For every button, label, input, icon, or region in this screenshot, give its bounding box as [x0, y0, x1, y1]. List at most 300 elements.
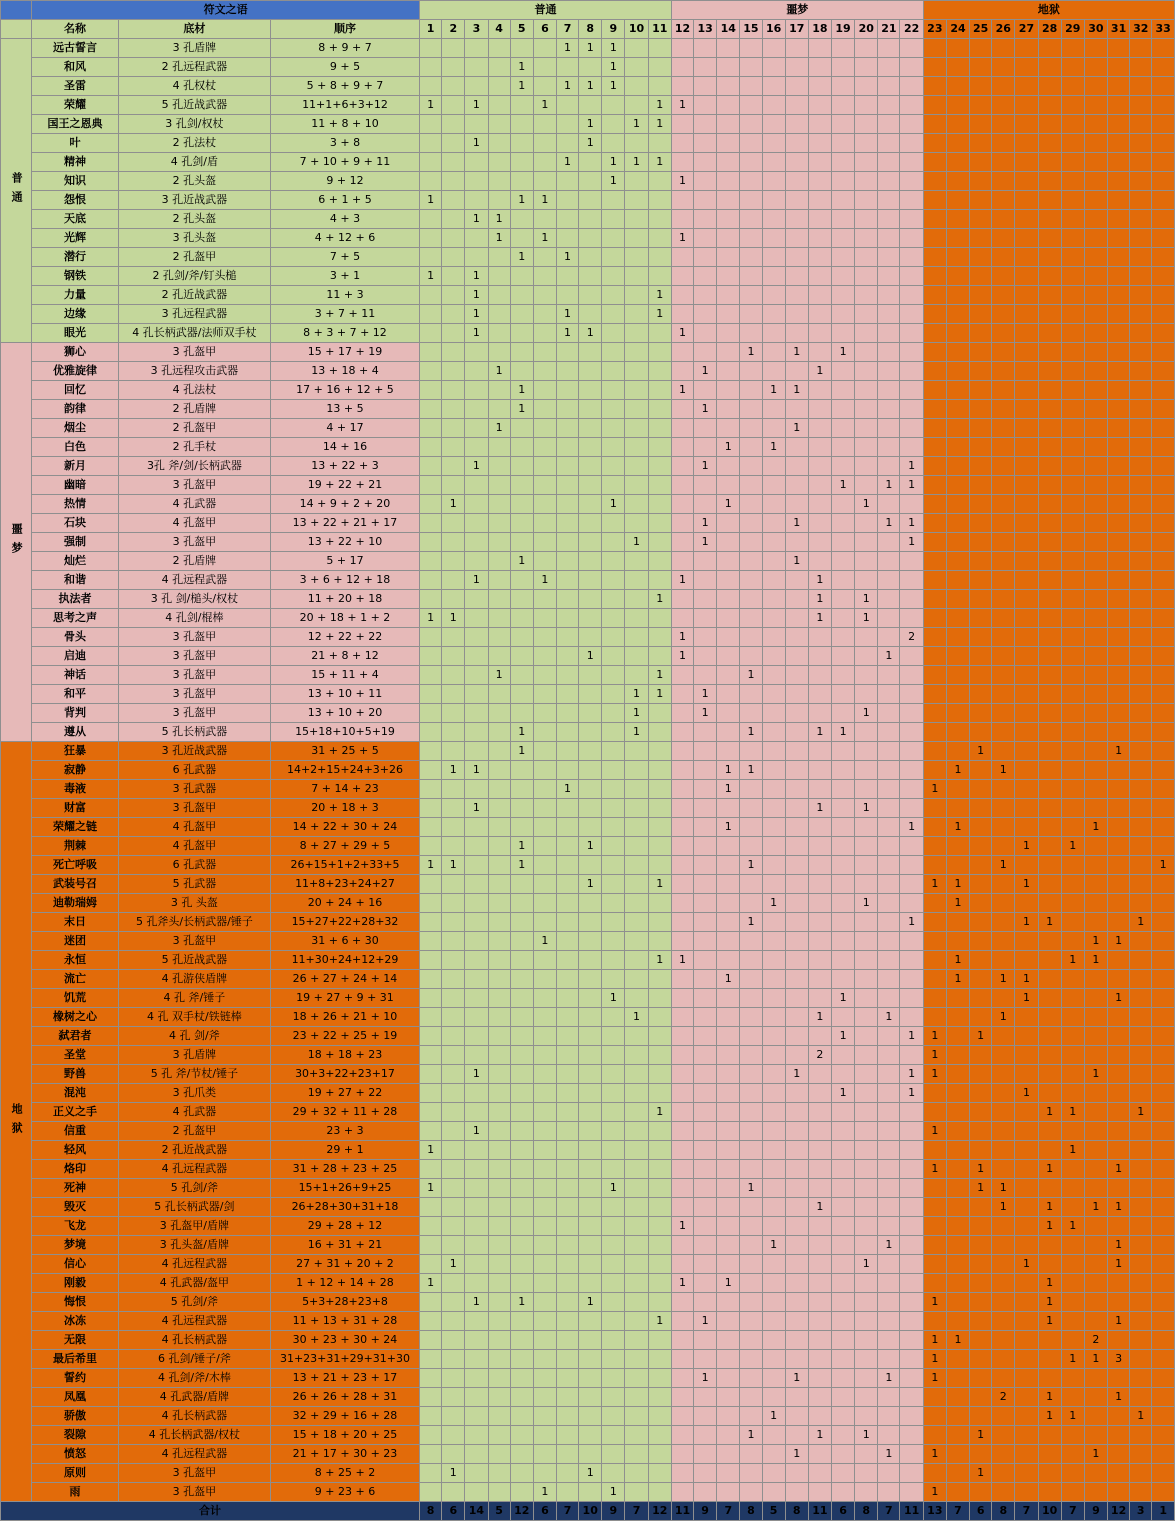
- rune-count-cell: 1: [671, 229, 693, 248]
- runeword-order: 20 + 18 + 3: [270, 799, 419, 818]
- rune-count-cell: [648, 58, 671, 77]
- rune-count-cell: [533, 1046, 556, 1065]
- rune-count-cell: [465, 1160, 488, 1179]
- rune-count-cell: [1015, 1426, 1038, 1445]
- rune-count-cell: [923, 647, 946, 666]
- rune-count-cell: [900, 1293, 923, 1312]
- rune-count-cell: [420, 1312, 442, 1331]
- rune-count-cell: 1: [625, 533, 648, 552]
- rune-count-cell: [1038, 1369, 1061, 1388]
- rune-count-cell: [579, 58, 602, 77]
- rune-count-cell: [740, 134, 762, 153]
- rune-count-cell: [878, 1483, 900, 1502]
- rune-count-cell: [762, 571, 785, 590]
- rune-count-cell: [1130, 343, 1152, 362]
- rune-count-cell: [602, 1027, 625, 1046]
- rune-count-cell: [855, 343, 878, 362]
- rune-count-cell: [510, 1179, 533, 1198]
- rune-count-cell: [1061, 666, 1084, 685]
- tier-label: 地狱: [1, 742, 32, 1502]
- rune-count-cell: [923, 666, 946, 685]
- table-row: [1, 1293, 1175, 1312]
- runeword-base: 6 孔剑/锤子/斧: [118, 1350, 270, 1369]
- rune-count-cell: [442, 1369, 465, 1388]
- rune-count-cell: [488, 96, 510, 115]
- rune-count-cell: 1: [510, 58, 533, 77]
- rune-count-cell: [762, 780, 785, 799]
- rune-count-cell: [510, 989, 533, 1008]
- rune-count-cell: [1108, 780, 1130, 799]
- rune-count-cell: [855, 286, 878, 305]
- rune-count-cell: [717, 172, 740, 191]
- rune-count-cell: [420, 1198, 442, 1217]
- rune-count-cell: [992, 381, 1015, 400]
- rune-count-cell: [1061, 39, 1084, 58]
- runeword-order: 18 + 18 + 23: [270, 1046, 419, 1065]
- rune-count-cell: [923, 39, 946, 58]
- rune-count-cell: [533, 153, 556, 172]
- runeword-base: 3 孔武器: [118, 780, 270, 799]
- rune-count-cell: [510, 495, 533, 514]
- rune-count-cell: [1108, 172, 1130, 191]
- rune-count-cell: [510, 894, 533, 913]
- rune-count-cell: [831, 590, 854, 609]
- rune-count-cell: [694, 438, 717, 457]
- rune-count-cell: [808, 856, 831, 875]
- table-row: [1, 1217, 1175, 1236]
- rune-count-cell: [946, 590, 969, 609]
- rune-count-cell: [923, 628, 946, 647]
- rune-count-cell: [579, 438, 602, 457]
- rune-count-cell: [970, 647, 992, 666]
- rune-count-cell: 1: [1061, 1217, 1084, 1236]
- rune-count-cell: [1084, 400, 1107, 419]
- rune-count-cell: [946, 1046, 969, 1065]
- rune-count-cell: [625, 1274, 648, 1293]
- rune-count-cell: [900, 1312, 923, 1331]
- rune-count-cell: [923, 400, 946, 419]
- rune-count-cell: [855, 533, 878, 552]
- runeword-name: 背判: [32, 704, 119, 723]
- rune-count-cell: [533, 1122, 556, 1141]
- rune-count-cell: [694, 1464, 717, 1483]
- rune-count-cell: [831, 932, 854, 951]
- rune-count-cell: [740, 77, 762, 96]
- rune-count-cell: [717, 1407, 740, 1426]
- runeword-base: 3 孔盔甲: [118, 1483, 270, 1502]
- rune-count-cell: [1108, 856, 1130, 875]
- rune-count-cell: [694, 1160, 717, 1179]
- table-row: [1, 1407, 1175, 1426]
- rune-count-cell: [556, 172, 578, 191]
- rune-count-cell: [420, 742, 442, 761]
- rune-count-cell: 1: [878, 514, 900, 533]
- rune-count-cell: [855, 476, 878, 495]
- rune-count-cell: [694, 1426, 717, 1445]
- rune-count-cell: [740, 1407, 762, 1426]
- rune-count-cell: [900, 400, 923, 419]
- rune-count-cell: [1130, 666, 1152, 685]
- rune-count-cell: 1: [923, 1331, 946, 1350]
- rune-count-cell: 1: [671, 628, 693, 647]
- rune-count-cell: [1061, 1179, 1084, 1198]
- rune-count-cell: [855, 400, 878, 419]
- rune-count-cell: [1038, 1141, 1061, 1160]
- rune-count-cell: [488, 1426, 510, 1445]
- rune-count-cell: [420, 1388, 442, 1407]
- table-row: [1, 780, 1175, 799]
- rune-count-cell: [970, 514, 992, 533]
- rune-count-cell: [556, 609, 578, 628]
- rune-count-cell: [442, 39, 465, 58]
- rune-count-cell: [510, 210, 533, 229]
- rune-count-cell: [992, 685, 1015, 704]
- runeword-base: 4 孔长柄武器/法师双手杖: [118, 324, 270, 343]
- rune-count-cell: [579, 704, 602, 723]
- rune-count-cell: [785, 39, 808, 58]
- rune-count-cell: [1015, 1179, 1038, 1198]
- runeword-order: 8 + 9 + 7: [270, 39, 419, 58]
- rune-count-cell: [785, 704, 808, 723]
- rune-count-cell: [648, 324, 671, 343]
- rune-count-cell: [785, 134, 808, 153]
- rune-count-cell: [1084, 381, 1107, 400]
- rune-count-cell: [1084, 229, 1107, 248]
- rune-count-cell: [533, 1388, 556, 1407]
- rune-count-cell: [1084, 837, 1107, 856]
- rune-count-cell: [1108, 1027, 1130, 1046]
- rune-count-cell: [1108, 818, 1130, 837]
- rune-count-cell: 1: [465, 267, 488, 286]
- rune-count-cell: [465, 742, 488, 761]
- rune-count-cell: [465, 609, 488, 628]
- total-cell: 9: [694, 1502, 717, 1521]
- rune-count-cell: [1152, 1388, 1175, 1407]
- rune-count-cell: [1130, 39, 1152, 58]
- rune-count-cell: [510, 1103, 533, 1122]
- rune-count-cell: [1108, 1046, 1130, 1065]
- rune-count-cell: [808, 172, 831, 191]
- rune-count-cell: [1015, 96, 1038, 115]
- rune-count-cell: [465, 1274, 488, 1293]
- rune-count-cell: 1: [717, 780, 740, 799]
- rune-count-cell: [488, 571, 510, 590]
- rune-count-cell: [1108, 77, 1130, 96]
- rune-count-cell: 1: [465, 761, 488, 780]
- runeword-name: 遵从: [32, 723, 119, 742]
- runeword-name: 寂静: [32, 761, 119, 780]
- rune-number-header: 23: [923, 20, 946, 39]
- rune-count-cell: [1084, 362, 1107, 381]
- rune-count-cell: [1152, 77, 1175, 96]
- rune-count-cell: [831, 609, 854, 628]
- rune-count-cell: [992, 438, 1015, 457]
- runeword-name: 末日: [32, 913, 119, 932]
- rune-count-cell: [488, 818, 510, 837]
- runeword-name: 边缘: [32, 305, 119, 324]
- rune-count-cell: [625, 1103, 648, 1122]
- rune-count-cell: [923, 134, 946, 153]
- rune-count-cell: [762, 1179, 785, 1198]
- rune-count-cell: [785, 856, 808, 875]
- rune-count-cell: 1: [510, 723, 533, 742]
- runeword-order: 19 + 22 + 21: [270, 476, 419, 495]
- rune-count-cell: [762, 1008, 785, 1027]
- rune-count-cell: [648, 1255, 671, 1274]
- runeword-name: 狮心: [32, 343, 119, 362]
- rune-count-cell: [602, 381, 625, 400]
- rune-count-cell: [946, 248, 969, 267]
- rune-count-cell: [1084, 723, 1107, 742]
- runeword-base: 4 孔长柄武器: [118, 1407, 270, 1426]
- rune-count-cell: [1061, 932, 1084, 951]
- rune-count-cell: [420, 229, 442, 248]
- table-row: [1, 628, 1175, 647]
- rune-count-cell: [510, 666, 533, 685]
- rune-count-cell: [579, 799, 602, 818]
- rune-count-cell: [556, 1274, 578, 1293]
- rune-count-cell: [625, 324, 648, 343]
- rune-count-cell: [855, 647, 878, 666]
- rune-count-cell: [717, 799, 740, 818]
- rune-count-cell: [694, 1350, 717, 1369]
- rune-count-cell: [602, 818, 625, 837]
- rune-count-cell: [740, 96, 762, 115]
- rune-count-cell: [1152, 1274, 1175, 1293]
- rune-count-cell: [556, 58, 578, 77]
- rune-count-cell: [740, 305, 762, 324]
- rune-count-cell: [878, 1331, 900, 1350]
- rune-count-cell: [648, 1160, 671, 1179]
- rune-count-cell: [510, 875, 533, 894]
- rune-count-cell: [510, 229, 533, 248]
- rune-count-cell: 1: [878, 1008, 900, 1027]
- rune-count-cell: [694, 1122, 717, 1141]
- rune-count-cell: [762, 951, 785, 970]
- rune-count-cell: [1130, 248, 1152, 267]
- runeword-name: 野兽: [32, 1065, 119, 1084]
- rune-count-cell: [625, 932, 648, 951]
- rune-count-cell: [648, 39, 671, 58]
- rune-count-cell: 1: [831, 343, 854, 362]
- rune-count-cell: 1: [970, 742, 992, 761]
- runeword-order: 11+30+24+12+29: [270, 951, 419, 970]
- rune-count-cell: [579, 381, 602, 400]
- rune-count-cell: [533, 305, 556, 324]
- rune-count-cell: [648, 1217, 671, 1236]
- rune-count-cell: [808, 495, 831, 514]
- rune-count-cell: [900, 590, 923, 609]
- rune-count-cell: [992, 913, 1015, 932]
- total-cell: 8: [420, 1502, 442, 1521]
- rune-count-cell: [762, 514, 785, 533]
- rune-count-cell: [808, 476, 831, 495]
- rune-count-cell: [1130, 77, 1152, 96]
- rune-count-cell: [808, 1483, 831, 1502]
- rune-count-cell: [785, 951, 808, 970]
- rune-count-cell: [970, 1236, 992, 1255]
- rune-count-cell: [923, 837, 946, 856]
- rune-count-cell: [533, 1217, 556, 1236]
- rune-count-cell: [510, 457, 533, 476]
- rune-count-cell: [878, 571, 900, 590]
- rune-count-cell: [648, 837, 671, 856]
- rune-count-cell: [878, 1084, 900, 1103]
- rune-count-cell: [488, 286, 510, 305]
- rune-count-cell: [556, 628, 578, 647]
- rune-count-cell: [694, 1407, 717, 1426]
- runeword-order: 11+8+23+24+27: [270, 875, 419, 894]
- rune-count-cell: [808, 267, 831, 286]
- rune-count-cell: [740, 39, 762, 58]
- total-cell: 10: [579, 1502, 602, 1521]
- rune-count-cell: [785, 400, 808, 419]
- rune-count-cell: 1: [878, 647, 900, 666]
- rune-count-cell: [488, 894, 510, 913]
- rune-count-cell: [992, 1483, 1015, 1502]
- rune-count-cell: [648, 381, 671, 400]
- rune-count-cell: 1: [1130, 1407, 1152, 1426]
- rune-count-cell: [579, 191, 602, 210]
- rune-count-cell: [717, 1426, 740, 1445]
- rune-count-cell: [992, 989, 1015, 1008]
- rune-count-cell: [808, 1179, 831, 1198]
- rune-count-cell: [1152, 571, 1175, 590]
- total-cell: 7: [878, 1502, 900, 1521]
- rune-count-cell: [808, 894, 831, 913]
- rune-count-cell: [717, 533, 740, 552]
- rune-count-cell: [808, 1293, 831, 1312]
- rune-count-cell: [900, 324, 923, 343]
- rune-count-cell: [1152, 153, 1175, 172]
- rune-count-cell: [878, 1312, 900, 1331]
- rune-count-cell: [533, 704, 556, 723]
- table-row: [1, 419, 1175, 438]
- rune-count-cell: [1152, 1141, 1175, 1160]
- rune-count-cell: [694, 818, 717, 837]
- rune-count-cell: [1152, 1407, 1175, 1426]
- rune-count-cell: [533, 552, 556, 571]
- rune-count-cell: 1: [740, 913, 762, 932]
- rune-count-cell: [625, 172, 648, 191]
- rune-count-cell: [556, 115, 578, 134]
- rune-count-cell: [808, 742, 831, 761]
- rune-count-cell: [533, 77, 556, 96]
- rune-count-cell: 1: [648, 590, 671, 609]
- runeword-order: 7 + 10 + 9 + 11: [270, 153, 419, 172]
- rune-count-cell: [970, 1198, 992, 1217]
- rune-count-cell: [717, 628, 740, 647]
- rune-count-cell: [1015, 191, 1038, 210]
- runeword-base: 3 孔盔甲/盾牌: [118, 1217, 270, 1236]
- rune-count-cell: [648, 1426, 671, 1445]
- rune-count-cell: 1: [533, 1483, 556, 1502]
- table-row: [1, 875, 1175, 894]
- rune-count-cell: [855, 818, 878, 837]
- rune-count-cell: [970, 989, 992, 1008]
- rune-count-cell: [946, 39, 969, 58]
- rune-count-cell: [488, 1483, 510, 1502]
- rune-count-cell: [740, 248, 762, 267]
- rune-count-cell: [694, 666, 717, 685]
- rune-count-cell: [740, 115, 762, 134]
- rune-count-cell: [878, 1407, 900, 1426]
- rune-count-cell: [488, 1217, 510, 1236]
- rune-count-cell: [785, 58, 808, 77]
- runeword-base: 3 孔盔甲: [118, 799, 270, 818]
- rune-count-cell: [556, 495, 578, 514]
- rune-count-cell: [1061, 552, 1084, 571]
- rune-count-cell: [533, 495, 556, 514]
- header-corner: [1, 20, 32, 39]
- rune-count-cell: [878, 1198, 900, 1217]
- rune-count-cell: [420, 666, 442, 685]
- rune-count-cell: [831, 1426, 854, 1445]
- rune-count-cell: [717, 894, 740, 913]
- rune-count-cell: [694, 1103, 717, 1122]
- rune-count-cell: 1: [579, 324, 602, 343]
- rune-number-header: 9: [602, 20, 625, 39]
- rune-count-cell: [579, 153, 602, 172]
- rune-count-cell: 1: [442, 495, 465, 514]
- rune-count-cell: [992, 628, 1015, 647]
- rune-count-cell: 1: [717, 1274, 740, 1293]
- rune-count-cell: [831, 1483, 854, 1502]
- rune-count-cell: [1084, 970, 1107, 989]
- rune-count-cell: [900, 267, 923, 286]
- rune-count-cell: [740, 875, 762, 894]
- rune-count-cell: [488, 1103, 510, 1122]
- rune-count-cell: [671, 590, 693, 609]
- rune-count-cell: [579, 1198, 602, 1217]
- rune-count-cell: [556, 1236, 578, 1255]
- rune-count-cell: [1130, 1217, 1152, 1236]
- rune-count-cell: [717, 1445, 740, 1464]
- rune-count-cell: [1015, 438, 1038, 457]
- runeword-name: 信心: [32, 1255, 119, 1274]
- rune-count-cell: [1152, 476, 1175, 495]
- rune-count-cell: [970, 96, 992, 115]
- rune-count-cell: [420, 153, 442, 172]
- rune-count-cell: [992, 229, 1015, 248]
- rune-count-cell: [762, 495, 785, 514]
- rune-count-cell: [1130, 989, 1152, 1008]
- rune-count-cell: [1038, 438, 1061, 457]
- runeword-order: 26 + 26 + 28 + 31: [270, 1388, 419, 1407]
- table-row: [1, 229, 1175, 248]
- rune-count-cell: [488, 1160, 510, 1179]
- rune-count-cell: [625, 248, 648, 267]
- runeword-name: 新月: [32, 457, 119, 476]
- rune-count-cell: [465, 495, 488, 514]
- rune-count-cell: 1: [1015, 837, 1038, 856]
- rune-count-cell: [465, 704, 488, 723]
- rune-count-cell: [923, 723, 946, 742]
- rune-count-cell: [465, 970, 488, 989]
- runeword-base: 2 孔盔甲: [118, 1122, 270, 1141]
- rune-count-cell: [1015, 210, 1038, 229]
- rune-count-cell: [923, 894, 946, 913]
- rune-count-cell: [970, 951, 992, 970]
- rune-count-cell: [533, 1255, 556, 1274]
- rune-count-cell: [923, 1141, 946, 1160]
- rune-count-cell: [442, 742, 465, 761]
- rune-count-cell: [533, 894, 556, 913]
- rune-count-cell: [785, 818, 808, 837]
- rune-count-cell: [992, 1445, 1015, 1464]
- rune-count-cell: [625, 134, 648, 153]
- rune-count-cell: 1: [465, 210, 488, 229]
